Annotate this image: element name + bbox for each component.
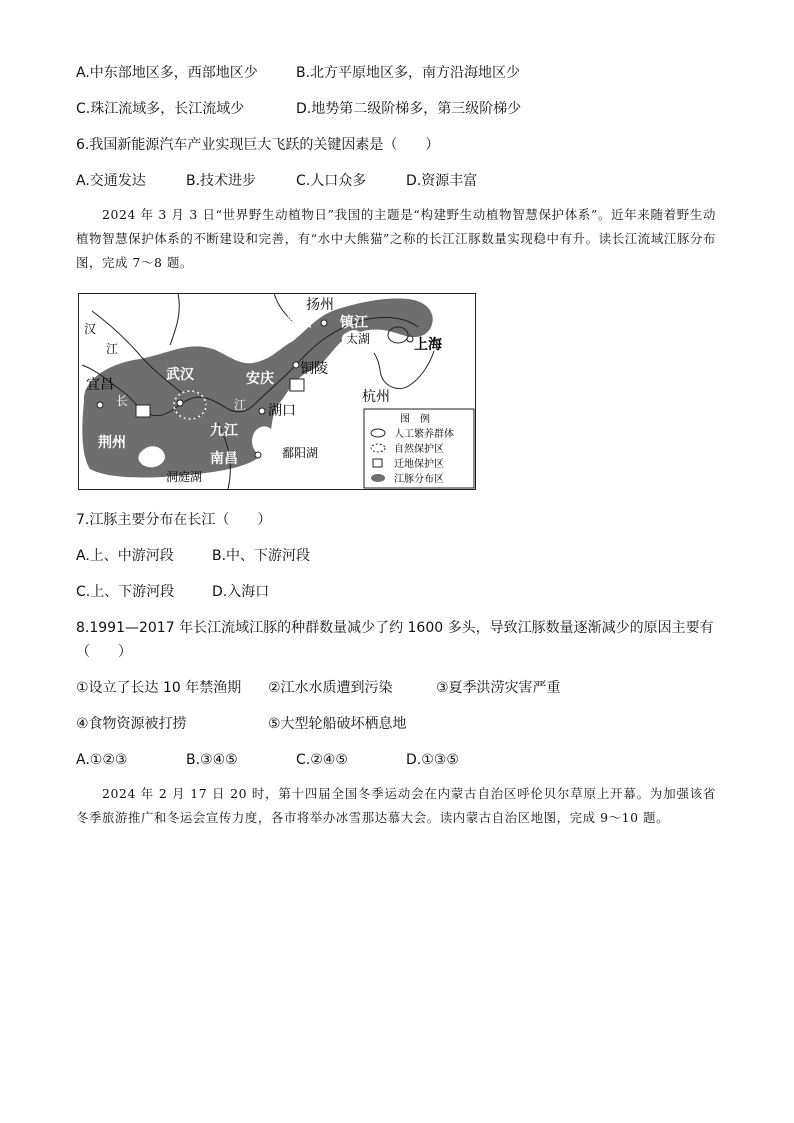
q8-option-a: A.①②③ <box>76 752 128 768</box>
label-tongling: 铜陵 <box>300 361 328 377</box>
q8-stem: 8.1991—2017 年长江流域江豚的种群数量减少了约 1600 多头，导致江豚数量逐渐减少的原因主要有 <box>76 620 714 636</box>
q8-option-c: C.②④⑤ <box>296 752 348 768</box>
q8-option-b: B.③④⑤ <box>186 752 238 768</box>
legend-distribution: 江豚分布区 <box>394 474 444 485</box>
q5-option-a: A.中东部地区多，西部地区少 <box>76 65 258 81</box>
q8-answer-paren: （ ） <box>76 644 132 660</box>
label-jingzhou: 荆州 <box>98 435 126 451</box>
label-hangzhou: 杭州 <box>362 389 390 405</box>
label-river-chang: 长 <box>116 394 129 408</box>
q8-statement-5: ⑤大型轮船破坏栖息地 <box>268 716 407 732</box>
passage-dolphin <box>76 203 716 275</box>
q6-option-b: B.技术进步 <box>186 173 257 189</box>
q5-option-b: B.北方平原地区多，南方沿海地区少 <box>296 65 521 81</box>
q5-option-c: C.珠江流域多，长江流域少 <box>76 101 245 117</box>
q7-option-a: A.上、中游河段 <box>76 548 174 564</box>
label-taihu: 太湖 <box>346 332 371 346</box>
label-anqing: 安庆 <box>246 371 274 387</box>
label-shanghai: 上海 <box>414 337 442 353</box>
q8-option-d: D.①③⑤ <box>406 752 459 768</box>
label-zhenjiang: 镇江 <box>340 315 368 331</box>
label-river-han: 汉 <box>84 322 97 336</box>
q7-stem: 7.江豚主要分布在长江（ ） <box>76 512 272 528</box>
legend-title: 图 例 <box>400 414 430 425</box>
q6-option-d: D.资源丰富 <box>406 173 478 189</box>
label-nanjing: 南京 <box>284 315 312 331</box>
q7-option-d: D.入海口 <box>212 584 270 600</box>
q8-statement-1: ①设立了长达 10 年禁渔期 <box>76 680 242 696</box>
label-wuhan: 武汉 <box>166 367 194 383</box>
label-yichang: 宜昌 <box>86 377 114 393</box>
legend-artificial: 人工繁养群体 <box>394 429 454 440</box>
q8-statement-3: ③夏季洪涝灾害严重 <box>436 680 561 696</box>
yangtze-porpoise-map <box>78 293 476 490</box>
q8-statement-4: ④食物资源被打捞 <box>76 716 187 732</box>
q6-option-a: A.交通发达 <box>76 173 146 189</box>
q7-option-c: C.上、下游河段 <box>76 584 175 600</box>
label-dongting: 洞庭湖 <box>166 470 203 484</box>
q5-option-d: D.地势第二级阶梯多，第三级阶梯少 <box>296 101 522 117</box>
q6-stem: 6.我国新能源汽车产业实现巨大飞跃的关键因素是（ ） <box>76 137 440 153</box>
legend-ex-situ: 迁地保护区 <box>394 459 444 470</box>
passage-winter-games-text: 2024 年 2 月 17 日 20 时，第十四届全国冬季运动会在内蒙古自治区呼伦贝尔草原上开幕。为加强该省冬季旅游推广和冬运会宣传力度，各市将举办冰雪那达慕大会。读内蒙古自治区地图，完成 9～10 题。 <box>76 786 716 825</box>
passage-dolphin-text: 2024 年 3 月 3 日“世界野生动植物日”我国的主题是“构建野生动植物智慧保护体系”。近年来随着野生动植物智慧保护体系的不断建设和完善，有“水中大熊猫”之称的长江江豚数量实现稳中有升。读长江流域江豚分布图，完成 7～8 题。 <box>76 207 716 270</box>
q8-statement-2: ②江水水质遭到污染 <box>268 680 393 696</box>
q7-option-b: B.中、下游河段 <box>212 548 311 564</box>
label-jiujiang: 九江 <box>210 423 238 439</box>
passage-winter-games <box>76 782 716 830</box>
label-yangzhou: 扬州 <box>306 297 334 313</box>
label-hukou: 湖口 <box>268 403 296 419</box>
label-river-jiang2: 江 <box>234 398 247 412</box>
label-river-jiang1: 江 <box>106 342 119 356</box>
label-poyang: 鄱阳湖 <box>282 446 319 460</box>
legend-nature-reserve: 自然保护区 <box>394 444 444 455</box>
q6-option-c: C.人口众多 <box>296 173 367 189</box>
map-legend <box>364 409 474 488</box>
label-nanchang: 南昌 <box>210 451 238 467</box>
